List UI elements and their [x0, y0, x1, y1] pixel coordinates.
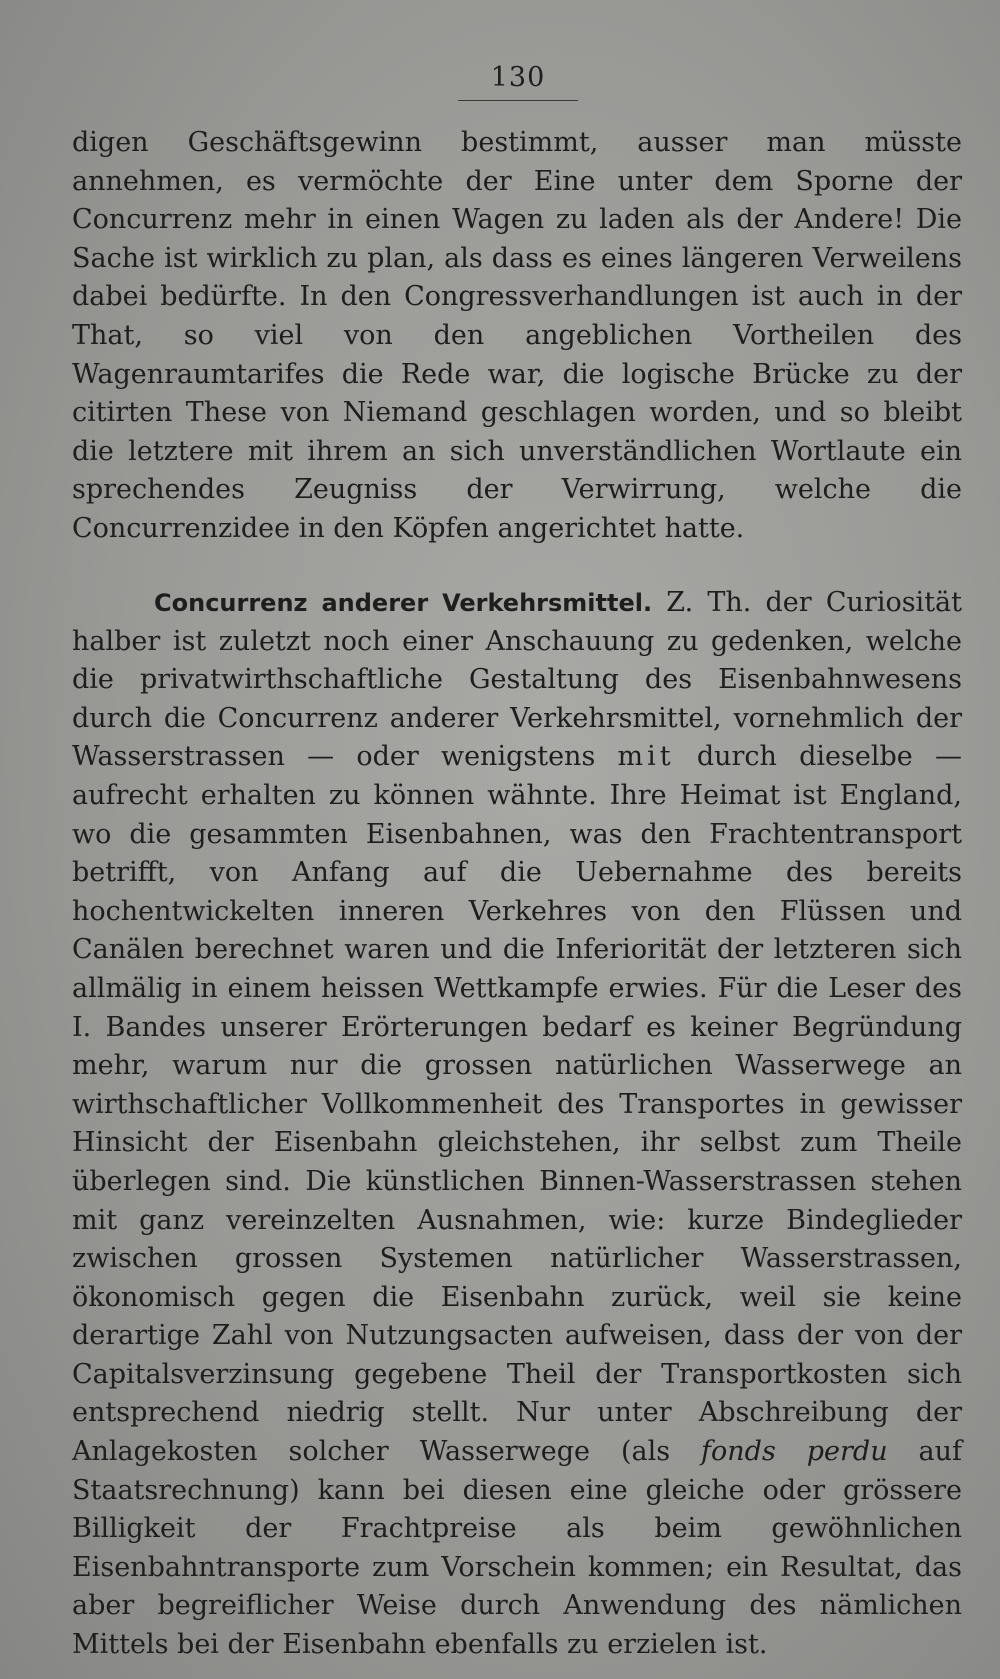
paragraph-text-part1: Z. Th. der Curiosität halber ist zuletzt noch einer Anschauung zu gedenken, welche die privatwirthschaftliche Gestaltung des Eisenbahnwesens durch die Concurrenz anderer Verkehrsmittel, vornehmlich der Wasserstrassen — oder wenigstens — [72, 587, 962, 773]
page-number-rule — [458, 100, 578, 101]
paragraph-text-part3: auf Staatsrechnung) kann bei diesen eine gleiche oder grössere Billigkeit der Frachtpreise als beim gewöhnlichen Eisenbahntransporte zum Vorschein kommen; ein Resultat, das aber begreiflicher Weise durch Anwendung des nämlichen Mittels bei der Eisenbahn ebenfalls zu erzielen ist. — [72, 1436, 963, 1661]
section-heading: Concurrenz anderer Verkehrsmittel. — [154, 589, 653, 617]
page-number: 130 — [490, 62, 546, 93]
italic-term: fonds perdu — [701, 1436, 888, 1468]
paragraph-continuation: digen Geschäftsgewinn bestimmt, ausser man müsste annehmen, es vermöchte der Eine unter dem Sporne der Concurrenz mehr in einen Wagen zu laden als der Andere! Die Sache ist wirklich zu plan, als dass es eines längeren Verweilens dabei bedürfte. In den Congressverhandlungen ist auch in der That, so viel von den angeblichen Vortheilen des Wagenraumtarifes die Rede war, die logische Brücke zu der citirten These von Niemand geschlagen worden, und so bleibt die letztere mit ihrem an sich unverständlichen Wortlaute ein sprechendes Zeugniss der Verwirrung, welche die Concurrenzidee in den Köpfen angerichtet hatte. — [72, 127, 962, 544]
emphasis-spaced: mit — [617, 741, 675, 773]
paragraph-text-part2: durch dieselbe — aufrecht erhalten zu können wähnte. Ihre Heimat ist England, wo die gesammten Eisenbahnen, was den Frachtentransport betrifft, von Anfang auf die Uebernahme des bereits hochentwickelten inneren Verkehres von den Flüssen und Canälen berechnet waren und die Inferiorität der letzteren sich allmälig in einem heissen Wettkampfe erwies. Für die Leser des I. Bandes unserer Erörterungen bedarf es keiner Begründung mehr, warum nur die grossen natürlichen Wasserwege an wirthschaftlicher Vollkommenheit des Transportes in gewisser Hinsicht der Eisenbahn gleichstehen, ihr selbst zum Theile überlegen sind. Die künstlichen Binnen-Wasserstrassen stehen mit ganz vereinzelten Ausnahmen, wie: kurze Bindeglieder zwischen grossen Systemen natürlicher Wasserstrassen, ökonomisch gegen die Eisenbahn zurück, weil sie keine derartige Zahl von Nutzungsacten aufweisen, dass der von der Capitalsverzinsung gegebene Theil der Transportkosten sich entsprechend niedrig stellt. Nur unter Abschreibung der Anlagekosten solcher Wasserwege (als — [72, 741, 962, 1468]
paragraph-concurrenz — [72, 584, 962, 1665]
